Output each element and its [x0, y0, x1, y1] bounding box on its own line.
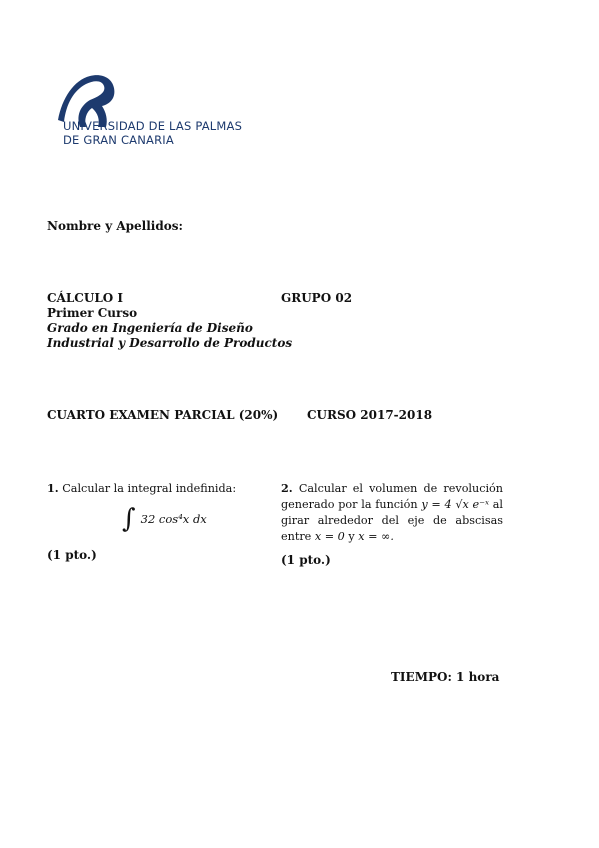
problem-2-function: y = 4 √x e⁻ˣ [421, 498, 489, 511]
course-info [47, 291, 292, 351]
problem-1-number: 1. [47, 481, 59, 495]
problem-1-points: (1 pto.) [47, 548, 97, 562]
academic-year: CURSO 2017-2018 [307, 408, 433, 422]
problem-2-statement-part1: Calcular el volumen de revolución generado por la función [281, 482, 503, 511]
problem-2-statement-part2: al girar alrededor del eje de abscisas entre [281, 498, 503, 543]
course-year: Primer Curso [47, 306, 138, 320]
university-name [63, 119, 242, 147]
university-name-line1: UNIVERSIDAD DE LAS PALMAS [63, 119, 243, 133]
university-name-line2: DE GRAN CANARIA [63, 133, 174, 147]
subject-title: CÁLCULO I [47, 291, 123, 305]
name-label: Nombre y Apellidos: [47, 219, 183, 233]
exam-time: TIEMPO: 1 hora [391, 670, 500, 684]
problem-2-number: 2. [281, 481, 293, 495]
problem-1 [47, 480, 269, 497]
exam-title: CUARTO EXAMEN PARCIAL (20%) [47, 408, 279, 422]
problem-1-integrand: 32 cos⁴x dx [140, 512, 207, 526]
problem-1-integral [122, 502, 207, 536]
problem-2 [281, 480, 503, 545]
problem-2-bound-low: x = 0 [314, 530, 345, 543]
integral-sign: ∫ [122, 504, 136, 534]
degree-line2: Industrial y Desarrollo de Productos [47, 336, 293, 350]
degree-line1: Grado en Ingeniería de Diseño [47, 321, 253, 335]
problem-2-bound-high: x = ∞. [358, 530, 394, 543]
problem-1-statement: Calcular la integral indefinida: [62, 482, 237, 495]
group-label: GRUPO 02 [281, 291, 353, 305]
problem-2-points: (1 pto.) [281, 553, 331, 567]
problem-2-conj: y [348, 530, 355, 543]
